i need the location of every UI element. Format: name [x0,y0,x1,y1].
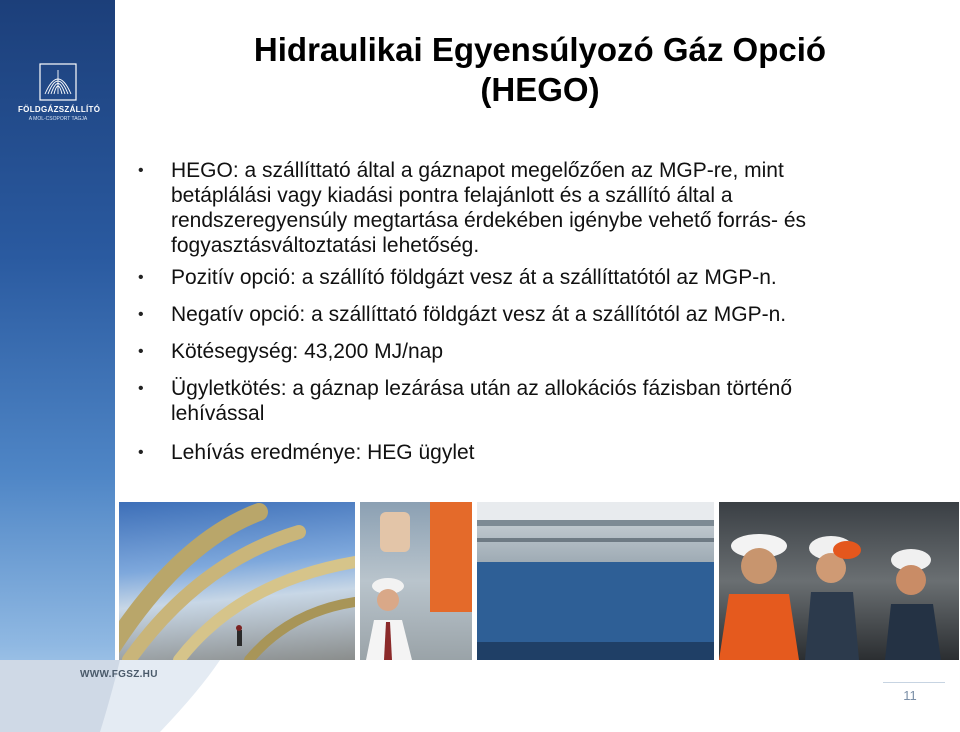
page-number-rule [883,682,945,683]
bullet-line: • Lehívás eredménye: HEG ügylet [171,441,475,464]
slide-title [180,30,900,110]
bullet-line: rendszeregyensúly megtartása érdekében igénybe vehető forrás- és [171,209,807,232]
title-line-1: Hidraulikai Egyensúlyozó Gáz Opció [253,31,827,68]
shell-logo-icon [38,62,78,102]
title-line-2: (HEGO) [480,71,600,108]
bullet-line: • Pozitív opció: a szállító földgázt vesz át a szállíttatótól az MGP-n. [171,266,777,289]
bullet-list [138,158,928,479]
workers-team-photo [719,502,959,660]
bullet-line: • HEGO: a szállíttató által a gáznapot megelőzően az MGP-re, mint [171,159,784,182]
bullet-line: • Negatív opció: a szállíttató földgázt vesz át a szállítótól az MGP-n. [171,303,787,326]
bullet-item [138,302,928,327]
bullet-line: lehívással [171,402,265,425]
worker-inspecting-photo [360,502,472,660]
bullet-item [138,376,928,426]
company-logo [18,62,101,122]
footer-url: WWW.FGSZ.HU [80,669,158,680]
bullet-line: betáplálási vagy kiadási pontra felajánlott és a szállító által a [171,184,733,207]
page-number: 11 [903,688,917,703]
bullet-item [138,158,928,258]
logo-name: FÖLDGÁZSZÁLLÍTÓ [18,105,101,114]
bullet-line: • Ügyletkötés: a gáznap lezárása után az allokációs fázisban történő [171,377,793,400]
bullet-item [138,339,928,364]
bullet-line: • Kötésegység: 43,200 MJ/nap [171,340,444,363]
bullet-item [138,265,928,290]
logo-tagline: A MOL-CSOPORT TAGJA [28,116,88,122]
left-sidebar-band [0,0,115,732]
photo-strip [119,502,959,660]
pipeline-photo [119,502,355,660]
bullet-line: fogyasztásváltoztatási lehetőség. [171,234,480,257]
bullet-item [138,440,928,465]
industrial-hall-photo [477,502,714,660]
